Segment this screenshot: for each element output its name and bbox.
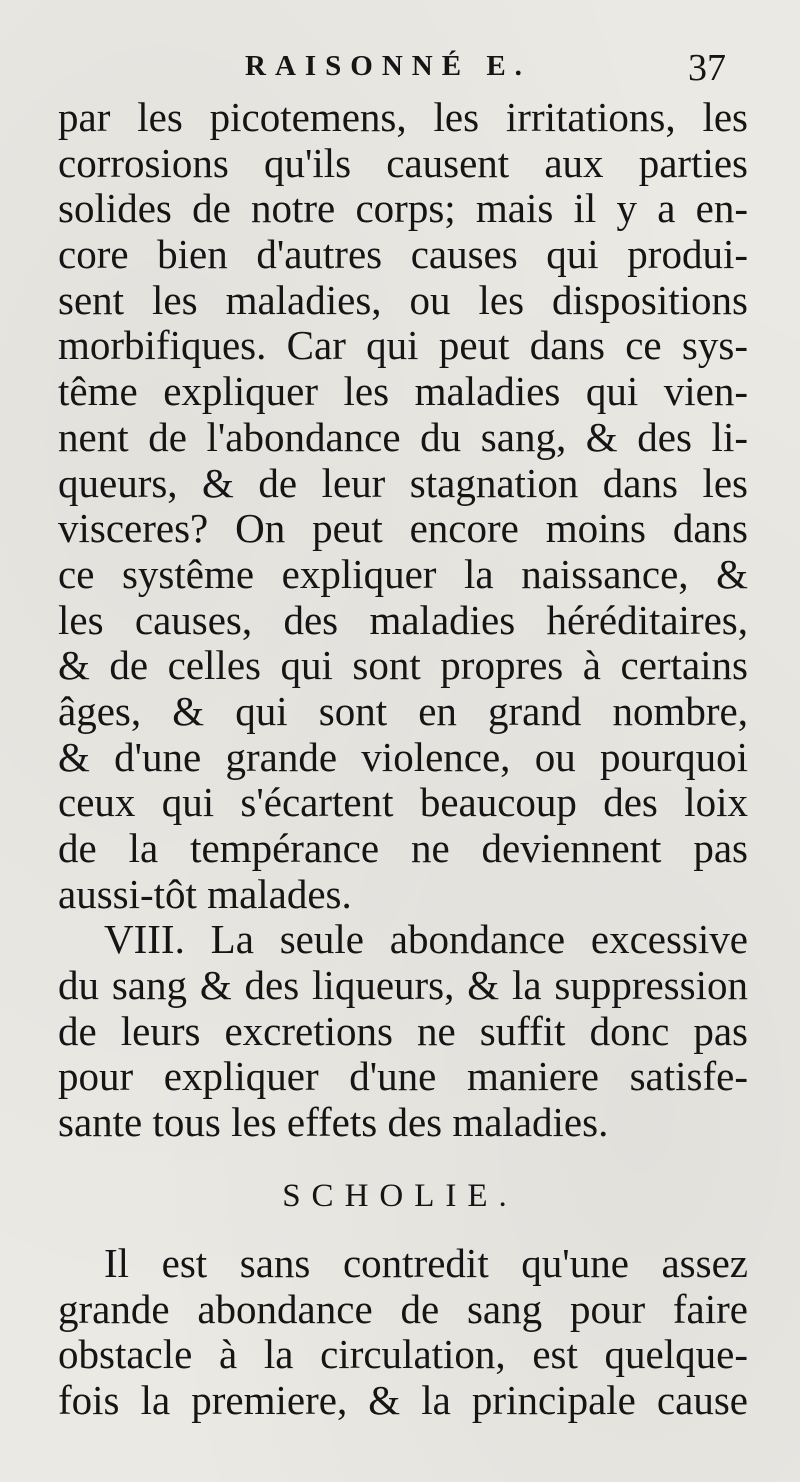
- text-line: les causes, des maladies héréditaires,: [58, 596, 748, 643]
- scholie-text: [58, 1241, 748, 1424]
- text-line: sante tous les effets des maladies.: [58, 1099, 609, 1146]
- text-line: ceux qui s'écartent beaucoup des loix: [58, 779, 748, 826]
- text-line: queurs, & de leur stagnation dans les: [58, 459, 748, 506]
- text-line: & de celles qui sont propres à certains: [58, 642, 748, 689]
- text-line: core bien d'autres causes qui produi-: [58, 231, 748, 278]
- running-head: [0, 47, 800, 90]
- text-line: âges, & qui sont en grand nombre,: [58, 687, 748, 734]
- text-line: obstacle à la circulation, est quelque-: [58, 1331, 748, 1378]
- text-line: sent les maladies, ou les dispositions: [58, 276, 748, 323]
- page-number: 37: [688, 47, 726, 89]
- text-line: nent de l'abondance du sang, & des li-: [58, 413, 748, 460]
- text-line: tême expliquer les maladies qui vien-: [58, 368, 748, 415]
- text-line: pour expliquer d'une maniere satisfe-: [58, 1053, 748, 1100]
- running-title: RAISONNÉ E.: [245, 50, 531, 82]
- text-line: ce systême expliquer la naissance, &: [58, 550, 748, 597]
- text-line: solides de notre corps; mais il y a en-: [58, 185, 748, 232]
- paragraph-viii: [58, 917, 748, 1145]
- text-line: visceres? On peut encore moins dans: [58, 505, 748, 552]
- text-line: de leurs excretions ne suffit donc pas: [58, 1007, 748, 1054]
- paragraph-continuation: [58, 95, 748, 917]
- text-line: de la tempérance ne deviennent pas: [58, 825, 748, 871]
- text-line: aussi-tôt malades.: [58, 870, 352, 917]
- text-line: fois la premiere, & la principale cause: [58, 1377, 748, 1424]
- text-line: corrosions qu'ils causent aux parties: [58, 139, 748, 186]
- text-line: Il est sans contredit qu'une assez: [104, 1240, 748, 1286]
- text-line: par les picotemens, les irritations, les: [58, 94, 748, 140]
- text-line: grande abondance de sang pour faire: [58, 1285, 748, 1332]
- text-line: du sang & des liqueurs, & la suppression: [58, 962, 748, 1009]
- section-heading: SCHOLIE.: [282, 1178, 518, 1214]
- text-line: morbifiques. Car qui peut dans ce sys-: [58, 322, 748, 369]
- text-line: & d'une grande violence, ou pourquoi: [58, 733, 748, 780]
- main-text: [58, 95, 748, 1146]
- text-line: VIII. La seule abondance excessive: [104, 916, 748, 963]
